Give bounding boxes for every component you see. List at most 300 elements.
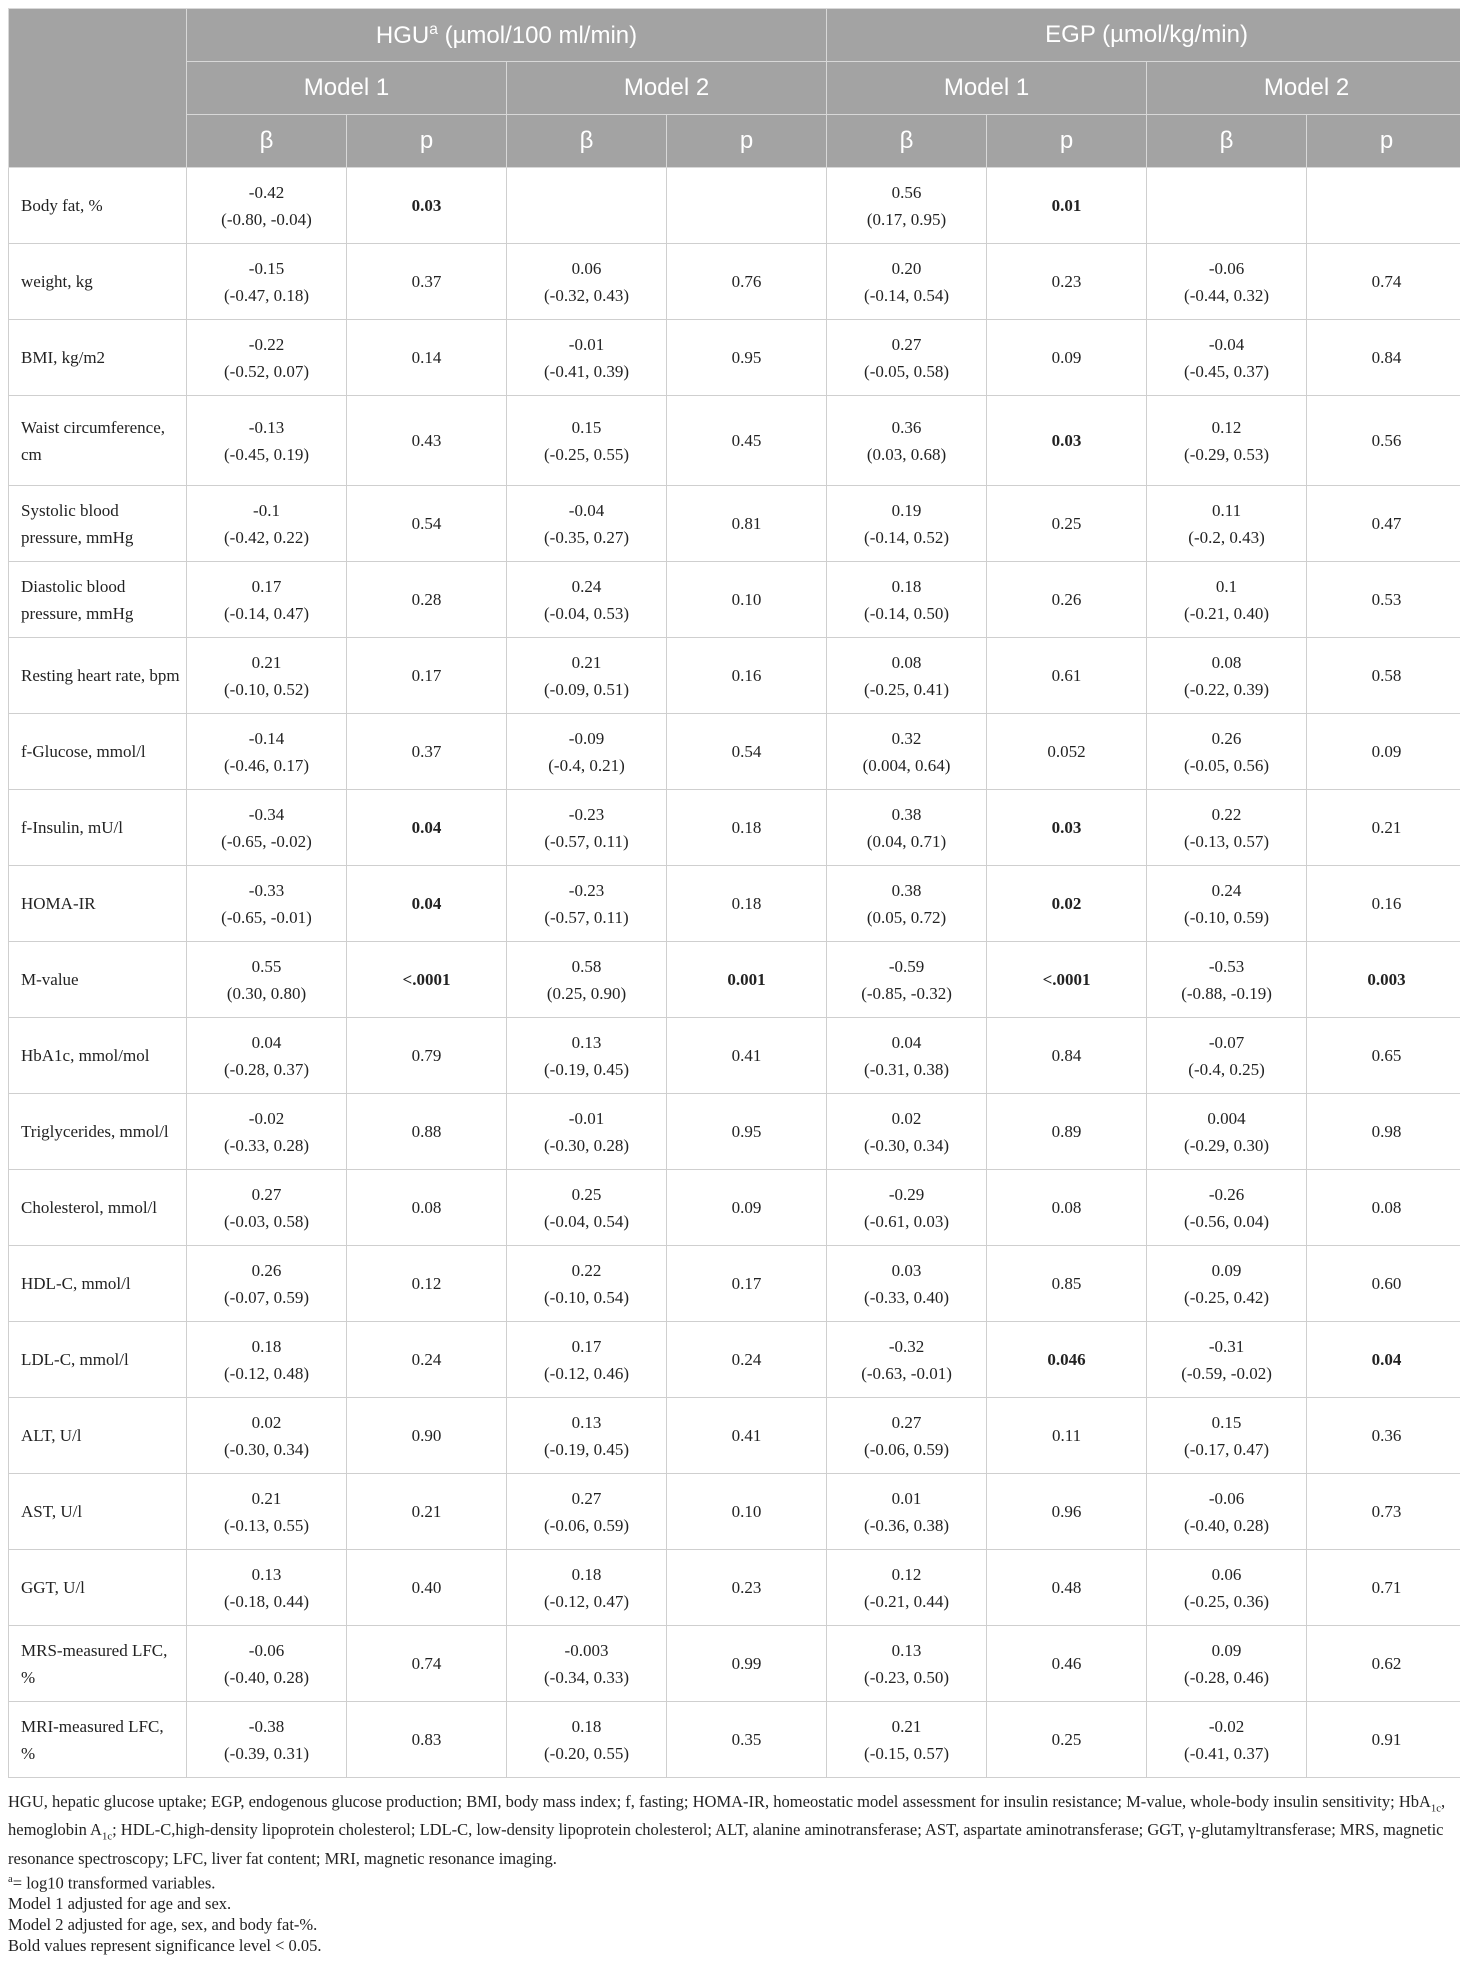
header-egp-model2: Model 2 <box>1147 62 1460 115</box>
egp-model2-p-value: 0.56 <box>1307 396 1460 486</box>
beta-value: 0.27 <box>891 334 922 354</box>
egp-model2-p-value: 0.62 <box>1307 1626 1460 1702</box>
confidence-interval: (-0.61, 0.03) <box>864 1211 950 1231</box>
beta-value: -0.53 <box>1208 956 1245 976</box>
beta-value: 0.19 <box>891 500 922 520</box>
egp-model1-p-value: 0.89 <box>987 1094 1147 1170</box>
egp-model1-p-value: 0.84 <box>987 1018 1147 1094</box>
confidence-interval: (0.17, 0.95) <box>866 209 947 229</box>
table-row <box>9 1170 1460 1246</box>
hgu-model1-beta-cell <box>187 942 347 1018</box>
egp-model2-beta-cell <box>1147 638 1307 714</box>
confidence-interval: (-0.45, 0.37) <box>1184 361 1270 381</box>
hgu-model1-p-value: 0.12 <box>347 1246 507 1322</box>
confidence-interval: (-0.52, 0.07) <box>224 361 309 381</box>
confidence-interval: (0.03, 0.68) <box>866 444 947 464</box>
egp-model2-beta-cell <box>1147 486 1307 562</box>
hgu-model2-beta-cell <box>507 1322 667 1398</box>
hgu-model2-beta-cell <box>507 638 667 714</box>
beta-value: 0.38 <box>891 804 922 824</box>
table-row <box>9 942 1460 1018</box>
confidence-interval: (-0.04, 0.54) <box>544 1211 629 1231</box>
egp-model1-beta-cell <box>827 1094 987 1170</box>
egp-model2-beta-cell <box>1147 244 1307 320</box>
confidence-interval: (-0.36, 0.38) <box>864 1515 950 1535</box>
beta-value: -0.33 <box>248 880 285 900</box>
hgu-model2-p-value: 0.54 <box>667 714 827 790</box>
table-row <box>9 638 1460 714</box>
egp-model2-beta-cell <box>1147 942 1307 1018</box>
hgu-model1-p-value: 0.04 <box>347 866 507 942</box>
confidence-interval: (-0.31, 0.38) <box>864 1059 950 1079</box>
hgu-model1-beta-cell <box>187 168 347 244</box>
hgu-model1-p-value: 0.28 <box>347 562 507 638</box>
beta-value: 0.13 <box>571 1032 602 1052</box>
beta-value: 0.36 <box>891 417 922 437</box>
egp-model2-p-value: 0.16 <box>1307 866 1460 942</box>
egp-model1-p-value: 0.96 <box>987 1474 1147 1550</box>
hgu-model1-beta-cell <box>187 1398 347 1474</box>
confidence-interval: (-0.35, 0.27) <box>544 527 629 547</box>
confidence-interval: (0.30, 0.80) <box>226 983 307 1003</box>
egp-model1-p-value: 0.23 <box>987 244 1147 320</box>
confidence-interval: (-0.23, 0.50) <box>864 1667 950 1687</box>
confidence-interval: (-0.25, 0.36) <box>1184 1591 1270 1611</box>
hgu-model1-p-value: 0.43 <box>347 396 507 486</box>
hgu-model1-p-value: 0.04 <box>347 790 507 866</box>
hgu-model2-p-value: 0.95 <box>667 1094 827 1170</box>
header-beta: β <box>187 115 347 168</box>
confidence-interval: (-0.34, 0.33) <box>544 1667 629 1687</box>
beta-value: 0.06 <box>1211 1564 1242 1584</box>
confidence-interval: (-0.4, 0.25) <box>1188 1059 1265 1079</box>
header-beta: β <box>827 115 987 168</box>
beta-value: 0.15 <box>1211 1412 1242 1432</box>
beta-value: -0.38 <box>248 1716 285 1736</box>
egp-model2-beta-cell <box>1147 320 1307 396</box>
egp-model2-beta-cell <box>1147 1550 1307 1626</box>
confidence-interval: (-0.17, 0.47) <box>1184 1439 1270 1459</box>
hgu-model1-beta-cell <box>187 714 347 790</box>
egp-model1-beta-cell <box>827 1018 987 1094</box>
egp-model2-p-value: 0.74 <box>1307 244 1460 320</box>
row-label: LDL-C, mmol/l <box>9 1322 187 1398</box>
beta-value: -0.06 <box>1208 258 1245 278</box>
egp-model1-p-value: 0.09 <box>987 320 1147 396</box>
egp-model1-beta-cell <box>827 1474 987 1550</box>
confidence-interval: (-0.14, 0.54) <box>864 285 950 305</box>
beta-value: 0.11 <box>1211 500 1242 520</box>
row-label: Triglycerides, mmol/l <box>9 1094 187 1170</box>
egp-model1-p-value: 0.052 <box>987 714 1147 790</box>
beta-value: 0.24 <box>571 576 602 596</box>
header-p: p <box>667 115 827 168</box>
header-beta: β <box>507 115 667 168</box>
egp-model1-p-value: 0.02 <box>987 866 1147 942</box>
beta-value: 0.06 <box>571 258 602 278</box>
beta-value: -0.04 <box>568 500 605 520</box>
egp-model1-p-value: 0.25 <box>987 1702 1147 1778</box>
egp-model2-beta-cell <box>1147 1474 1307 1550</box>
confidence-interval: (-0.06, 0.59) <box>864 1439 950 1459</box>
egp-model1-beta-cell <box>827 942 987 1018</box>
confidence-interval: (-0.19, 0.45) <box>544 1059 629 1079</box>
row-label: Resting heart rate, bpm <box>9 638 187 714</box>
hgu-model2-beta-cell <box>507 562 667 638</box>
beta-value: 0.21 <box>251 652 282 672</box>
egp-model1-beta-cell <box>827 790 987 866</box>
hgu-model2-p-value: 0.81 <box>667 486 827 562</box>
row-label: f-Insulin, mU/l <box>9 790 187 866</box>
confidence-interval: (-0.59, -0.02) <box>1181 1363 1272 1383</box>
egp-model2-p-value: 0.91 <box>1307 1702 1460 1778</box>
hgu-model2-beta-cell <box>507 1398 667 1474</box>
header-hgu-model1: Model 1 <box>187 62 507 115</box>
hgu-model2-p-value: 0.24 <box>667 1322 827 1398</box>
confidence-interval: (-0.10, 0.52) <box>224 679 309 699</box>
beta-value: 0.18 <box>251 1336 282 1356</box>
beta-value: 0.17 <box>251 576 282 596</box>
hgu-model2-p-value: 0.45 <box>667 396 827 486</box>
confidence-interval: (-0.80, -0.04) <box>221 209 312 229</box>
egp-model2-p-value: 0.71 <box>1307 1550 1460 1626</box>
confidence-interval: (-0.2, 0.43) <box>1188 527 1265 547</box>
egp-model1-p-value: 0.03 <box>987 396 1147 486</box>
hgu-model2-p-value: 0.18 <box>667 866 827 942</box>
egp-model1-p-value: 0.26 <box>987 562 1147 638</box>
confidence-interval: (-0.10, 0.54) <box>544 1287 629 1307</box>
egp-model2-p-value: 0.98 <box>1307 1094 1460 1170</box>
table-row <box>9 1702 1460 1778</box>
beta-value: 0.12 <box>1211 417 1242 437</box>
row-label: Diastolic blood pressure, mmHg <box>9 562 187 638</box>
table-row <box>9 486 1460 562</box>
hgu-model1-p-value: 0.37 <box>347 714 507 790</box>
beta-value: 0.21 <box>251 1488 282 1508</box>
hgu-model1-p-value: 0.37 <box>347 244 507 320</box>
confidence-interval: (-0.21, 0.44) <box>864 1591 950 1611</box>
confidence-interval: (-0.12, 0.46) <box>544 1363 629 1383</box>
beta-value: 0.25 <box>571 1184 602 1204</box>
beta-value: 0.17 <box>571 1336 602 1356</box>
egp-model2-beta-cell <box>1147 396 1307 486</box>
confidence-interval: (-0.47, 0.18) <box>224 285 309 305</box>
beta-value: -0.02 <box>1208 1716 1245 1736</box>
egp-model2-beta-cell <box>1147 1322 1307 1398</box>
header-egp-model1: Model 1 <box>827 62 1147 115</box>
egp-model2-beta-cell <box>1147 1246 1307 1322</box>
hgu-model1-p-value: 0.03 <box>347 168 507 244</box>
table-footnotes <box>8 1791 1452 1956</box>
confidence-interval: (-0.85, -0.32) <box>861 983 952 1003</box>
hgu-model1-beta-cell <box>187 866 347 942</box>
confidence-interval: (-0.05, 0.58) <box>864 361 950 381</box>
hgu-model2-beta-cell <box>507 1246 667 1322</box>
beta-value: 0.22 <box>571 1260 602 1280</box>
egp-model1-p-value: 0.61 <box>987 638 1147 714</box>
egp-model1-p-value: 0.46 <box>987 1626 1147 1702</box>
confidence-interval: (-0.44, 0.32) <box>1184 285 1270 305</box>
hgu-model2-beta-cell <box>507 1474 667 1550</box>
confidence-interval: (-0.14, 0.50) <box>864 603 950 623</box>
beta-value: -0.06 <box>248 1640 285 1660</box>
hgu-model2-beta-cell <box>507 396 667 486</box>
hgu-model1-beta-cell <box>187 244 347 320</box>
hgu-model2-p-value: 0.23 <box>667 1550 827 1626</box>
confidence-interval: (-0.04, 0.53) <box>544 603 629 623</box>
hgu-model1-beta-cell <box>187 486 347 562</box>
row-label: weight, kg <box>9 244 187 320</box>
confidence-interval: (-0.13, 0.57) <box>1184 831 1270 851</box>
egp-model1-beta-cell <box>827 1398 987 1474</box>
table-row <box>9 562 1460 638</box>
beta-value: -0.06 <box>1208 1488 1245 1508</box>
egp-model2-p-value: 0.60 <box>1307 1246 1460 1322</box>
hgu-model1-p-value: 0.90 <box>347 1398 507 1474</box>
hgu-model1-p-value: 0.83 <box>347 1702 507 1778</box>
confidence-interval: (-0.15, 0.57) <box>864 1743 950 1763</box>
confidence-interval: (0.05, 0.72) <box>866 907 947 927</box>
confidence-interval: (-0.14, 0.52) <box>864 527 950 547</box>
egp-model2-beta-cell <box>1147 1626 1307 1702</box>
confidence-interval: (-0.56, 0.04) <box>1184 1211 1270 1231</box>
hgu-model1-beta-cell <box>187 562 347 638</box>
egp-model2-p-value: 0.04 <box>1307 1322 1460 1398</box>
table-row <box>9 1322 1460 1398</box>
hgu-model2-beta-cell <box>507 942 667 1018</box>
hgu-model1-beta-cell <box>187 1322 347 1398</box>
egp-model1-beta-cell <box>827 1550 987 1626</box>
beta-value: -0.26 <box>1208 1184 1245 1204</box>
hgu-model1-p-value: 0.40 <box>347 1550 507 1626</box>
beta-value: 0.38 <box>891 880 922 900</box>
confidence-interval: (-0.63, -0.01) <box>861 1363 952 1383</box>
beta-value: 0.55 <box>251 956 282 976</box>
confidence-interval: (-0.40, 0.28) <box>224 1667 309 1687</box>
hgu-model2-beta-cell <box>507 244 667 320</box>
hgu-model1-beta-cell <box>187 1474 347 1550</box>
beta-value: -0.02 <box>248 1108 285 1128</box>
hgu-model2-p-value: 0.41 <box>667 1398 827 1474</box>
row-label: AST, U/l <box>9 1474 187 1550</box>
table-row <box>9 320 1460 396</box>
hgu-model1-beta-cell <box>187 1626 347 1702</box>
hgu-model1-beta-cell <box>187 790 347 866</box>
beta-value: 0.22 <box>1211 804 1242 824</box>
confidence-interval: (-0.65, -0.02) <box>221 831 312 851</box>
hgu-model1-beta-cell <box>187 396 347 486</box>
hgu-model2-beta-cell <box>507 1094 667 1170</box>
beta-value: 0.21 <box>891 1716 922 1736</box>
beta-value: 0.004 <box>1207 1108 1246 1128</box>
egp-model1-beta-cell <box>827 1246 987 1322</box>
confidence-interval: (-0.03, 0.58) <box>224 1211 309 1231</box>
egp-model1-beta-cell <box>827 1626 987 1702</box>
egp-model2-p-value: 0.36 <box>1307 1398 1460 1474</box>
confidence-interval: (-0.18, 0.44) <box>224 1591 309 1611</box>
hgu-model2-beta-cell <box>507 714 667 790</box>
hgu-model2-p-value: 0.41 <box>667 1018 827 1094</box>
hgu-model2-beta-cell <box>507 1170 667 1246</box>
beta-value: 0.09 <box>1211 1260 1242 1280</box>
hgu-model1-p-value: 0.17 <box>347 638 507 714</box>
beta-value: 0.08 <box>1211 652 1242 672</box>
beta-value: 0.27 <box>891 1412 922 1432</box>
beta-value: -0.22 <box>248 334 285 354</box>
row-label: ALT, U/l <box>9 1398 187 1474</box>
hgu-model1-beta-cell <box>187 638 347 714</box>
row-label: Cholesterol, mmol/l <box>9 1170 187 1246</box>
beta-value: 0.27 <box>251 1184 282 1204</box>
table-container <box>8 8 1452 1956</box>
beta-value: 0.24 <box>1211 880 1242 900</box>
hgu-model2-p-value: 0.17 <box>667 1246 827 1322</box>
hgu-model1-p-value: 0.08 <box>347 1170 507 1246</box>
hgu-model1-p-value: 0.54 <box>347 486 507 562</box>
egp-model2-p-value: 0.08 <box>1307 1170 1460 1246</box>
egp-model2-beta-cell <box>1147 562 1307 638</box>
header-p: p <box>987 115 1147 168</box>
egp-model2-beta-cell <box>1147 1170 1307 1246</box>
table-row <box>9 790 1460 866</box>
beta-value: -0.59 <box>888 956 925 976</box>
hgu-model1-p-value: 0.21 <box>347 1474 507 1550</box>
confidence-interval: (-0.32, 0.43) <box>544 285 629 305</box>
hgu-model2-p-value: 0.76 <box>667 244 827 320</box>
confidence-interval: (-0.57, 0.11) <box>544 831 629 851</box>
hgu-model1-p-value: 0.14 <box>347 320 507 396</box>
confidence-interval: (-0.06, 0.59) <box>544 1515 629 1535</box>
regression-table <box>8 8 1460 1778</box>
confidence-interval: (-0.19, 0.45) <box>544 1439 629 1459</box>
hgu-label: HGU <box>375 21 430 49</box>
beta-value: 0.26 <box>251 1260 282 1280</box>
confidence-interval: (0.004, 0.64) <box>862 755 951 775</box>
egp-model1-beta-cell <box>827 1322 987 1398</box>
confidence-interval: (-0.25, 0.41) <box>864 679 950 699</box>
egp-model2-p-value: 0.73 <box>1307 1474 1460 1550</box>
table-header <box>9 9 1460 168</box>
confidence-interval: (-0.07, 0.59) <box>224 1287 309 1307</box>
table-row <box>9 1398 1460 1474</box>
confidence-interval: (-0.4, 0.21) <box>548 755 625 775</box>
beta-value: -0.23 <box>568 804 605 824</box>
header-p: p <box>1307 115 1460 168</box>
table-row <box>9 1550 1460 1626</box>
hgu-model1-p-value: <.0001 <box>347 942 507 1018</box>
confidence-interval: (-0.12, 0.47) <box>544 1591 629 1611</box>
hgu-unit: (µmol/100 ml/min) <box>437 21 638 49</box>
footnote-bold: Bold values represent significance level < 0.05. <box>8 1936 322 1956</box>
beta-value: -0.34 <box>248 804 285 824</box>
footnote-model2: Model 2 adjusted for age, sex, and body fat-%. <box>8 1915 318 1935</box>
row-label: BMI, kg/m2 <box>9 320 187 396</box>
beta-value: 0.13 <box>251 1564 282 1584</box>
beta-value: -0.07 <box>1208 1032 1245 1052</box>
confidence-interval: (-0.25, 0.55) <box>544 444 629 464</box>
egp-model1-beta-cell <box>827 1702 987 1778</box>
hgu-model2-beta-cell <box>507 168 667 244</box>
hgu-model1-p-value: 0.24 <box>347 1322 507 1398</box>
beta-value: 0.08 <box>891 652 922 672</box>
confidence-interval: (-0.13, 0.55) <box>224 1515 309 1535</box>
hgu-model2-p-value: 0.16 <box>667 638 827 714</box>
beta-value: 0.02 <box>251 1412 282 1432</box>
egp-model2-beta-cell <box>1147 866 1307 942</box>
table-body <box>9 168 1460 1778</box>
beta-value: 0.09 <box>1211 1640 1242 1660</box>
egp-model1-p-value: 0.85 <box>987 1246 1147 1322</box>
beta-value: -0.13 <box>248 417 285 437</box>
egp-model1-p-value: 0.046 <box>987 1322 1147 1398</box>
beta-value: 0.27 <box>571 1488 602 1508</box>
beta-value: 0.26 <box>1211 728 1242 748</box>
hgu-model2-beta-cell <box>507 320 667 396</box>
hgu-model2-p-value <box>667 168 827 244</box>
beta-value: 0.21 <box>571 652 602 672</box>
header-blank-cell <box>9 9 187 168</box>
confidence-interval: (-0.14, 0.47) <box>224 603 309 623</box>
egp-model1-p-value: 0.11 <box>987 1398 1147 1474</box>
egp-model1-beta-cell <box>827 866 987 942</box>
egp-model1-p-value: <.0001 <box>987 942 1147 1018</box>
beta-value: -0.14 <box>248 728 285 748</box>
egp-model2-beta-cell <box>1147 1398 1307 1474</box>
beta-value: 0.58 <box>571 956 602 976</box>
beta-value: 0.15 <box>571 417 602 437</box>
egp-model2-p-value <box>1307 168 1460 244</box>
row-label: f-Glucose, mmol/l <box>9 714 187 790</box>
header-egp: EGP (µmol/kg/min) <box>827 9 1460 62</box>
row-label: Waist circumference, cm <box>9 396 187 486</box>
hgu-model2-p-value: 0.99 <box>667 1626 827 1702</box>
confidence-interval: (-0.20, 0.55) <box>544 1743 629 1763</box>
egp-model2-p-value: 0.65 <box>1307 1018 1460 1094</box>
confidence-interval: (-0.46, 0.17) <box>224 755 309 775</box>
confidence-interval: (-0.21, 0.40) <box>1184 603 1270 623</box>
beta-value: -0.09 <box>568 728 605 748</box>
confidence-interval: (-0.45, 0.19) <box>224 444 309 464</box>
egp-model1-beta-cell <box>827 396 987 486</box>
egp-model1-beta-cell <box>827 486 987 562</box>
confidence-interval: (-0.41, 0.39) <box>544 361 629 381</box>
confidence-interval: (-0.28, 0.37) <box>224 1059 309 1079</box>
beta-value: -0.1 <box>253 500 280 520</box>
egp-model2-p-value: 0.09 <box>1307 714 1460 790</box>
beta-value: 0.04 <box>251 1032 282 1052</box>
beta-value: 0.18 <box>571 1716 602 1736</box>
hgu-model1-p-value: 0.79 <box>347 1018 507 1094</box>
egp-model1-beta-cell <box>827 714 987 790</box>
hgu-model2-beta-cell <box>507 790 667 866</box>
beta-value: 0.1 <box>1215 576 1238 596</box>
beta-value: -0.29 <box>888 1184 925 1204</box>
confidence-interval: (-0.29, 0.30) <box>1184 1135 1270 1155</box>
hgu-model1-beta-cell <box>187 320 347 396</box>
table-row <box>9 168 1460 244</box>
egp-model2-p-value: 0.21 <box>1307 790 1460 866</box>
row-label: M-value <box>9 942 187 1018</box>
footnote-model1: Model 1 adjusted for age and sex. <box>8 1894 232 1914</box>
confidence-interval: (0.25, 0.90) <box>546 983 627 1003</box>
egp-model2-p-value: 0.47 <box>1307 486 1460 562</box>
confidence-interval: (-0.29, 0.53) <box>1184 444 1270 464</box>
egp-model1-p-value: 0.03 <box>987 790 1147 866</box>
beta-value: -0.04 <box>1208 334 1245 354</box>
egp-model2-beta-cell <box>1147 1094 1307 1170</box>
hgu-model2-beta-cell <box>507 1626 667 1702</box>
confidence-interval: (-0.22, 0.39) <box>1184 679 1270 699</box>
